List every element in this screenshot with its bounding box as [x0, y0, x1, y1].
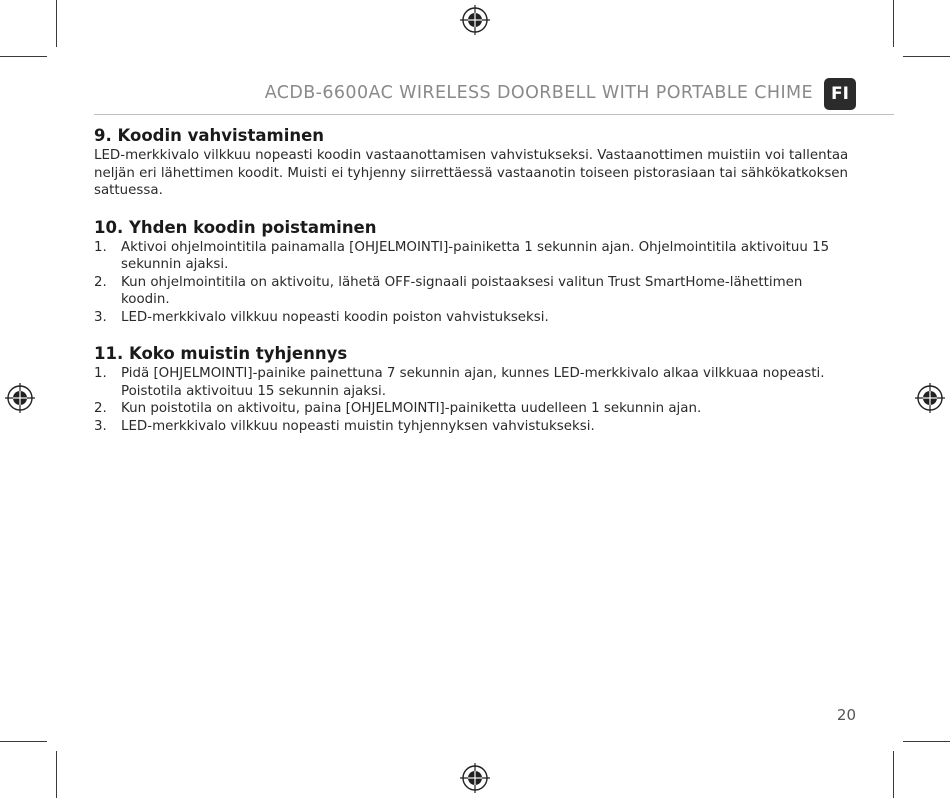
page-number: 20	[836, 706, 856, 724]
section-title: 9. Koodin vahvistaminen	[94, 126, 325, 145]
list-item	[94, 365, 854, 400]
main-content	[94, 125, 854, 452]
crop-mark-bottom-left-v	[56, 751, 57, 798]
crop-mark-top-left-v	[56, 0, 57, 47]
registration-mark-icon	[460, 5, 490, 35]
step-text: LED-merkkivalo vilkkuu nopeasti muistin tyhjennyksen vahvistukseksi.	[121, 418, 595, 434]
registration-mark-icon	[460, 763, 490, 793]
step-number: 2.	[94, 274, 107, 290]
list-item	[94, 400, 854, 418]
step-text: Kun ohjelmointitila on aktivoitu, lähetä OFF-signaali poistaaksesi valitun Trust SmartHome-lähettimen koodin.	[121, 274, 803, 307]
section-code-confirmation	[94, 125, 854, 200]
step-text: Kun poistotila on aktivoitu, paina [OHJELMOINTI]-painiketta uudelleen 1 sekunnin ajan.	[121, 401, 702, 416]
registration-mark-icon	[5, 383, 35, 413]
step-number: 3.	[94, 418, 107, 434]
step-number: 3.	[94, 309, 107, 325]
list-item	[94, 239, 854, 274]
list-item	[94, 274, 854, 309]
step-number: 1.	[94, 239, 107, 255]
crop-mark-top-right-h	[903, 56, 950, 57]
header-title: ACDB-6600AC WIRELESS DOORBELL WITH PORTABLE CHIME	[264, 83, 813, 103]
crop-mark-bottom-left-h	[0, 741, 47, 742]
registration-mark-icon	[915, 383, 945, 413]
step-number: 1.	[94, 366, 107, 381]
list-item	[94, 309, 854, 327]
step-text: LED-merkkivalo vilkkuu nopeasti koodin poiston vahvistukseksi.	[121, 309, 549, 325]
section-title: 11. Koko muistin tyhjennys	[94, 344, 348, 363]
section-clear-memory	[94, 343, 854, 435]
crop-mark-top-right-v	[893, 0, 894, 47]
crop-mark-bottom-right-h	[903, 741, 950, 742]
language-badge: FI	[824, 78, 856, 110]
step-number: 2.	[94, 401, 107, 416]
section-body: LED-merkkivalo vilkkuu nopeasti koodin vastaanottamisen vahvistukseksi. Vastaanottimen muistiin voi tallentaa neljän eri lähettimen koodit. Muisti ei tyhjenny siirrettäessä vastaanotin toiseen pistorasiaan tai sähkökatkoksen sattuessa.	[94, 148, 849, 198]
step-list	[94, 365, 854, 435]
section-delete-single-code	[94, 217, 854, 327]
section-title: 10. Yhden koodin poistaminen	[94, 217, 377, 237]
step-text: Pidä [OHJELMOINTI]-painike painettuna 7 sekunnin ajan, kunnes LED-merkkivalo alkaa vilkkuaa nopeasti. Poistotila aktivoituu 15 sekunnin ajaksi.	[121, 366, 825, 399]
list-item	[94, 418, 854, 436]
step-text: Aktivoi ohjelmointitila painamalla [OHJELMOINTI]-painiketta 1 sekunnin ajan. Ohjelmointitila aktivoituu 15 sekunnin ajaksi.	[121, 239, 830, 272]
crop-mark-bottom-right-v	[893, 751, 894, 798]
header-divider	[94, 114, 894, 115]
crop-mark-top-left-h	[0, 56, 47, 57]
step-list	[94, 239, 854, 327]
